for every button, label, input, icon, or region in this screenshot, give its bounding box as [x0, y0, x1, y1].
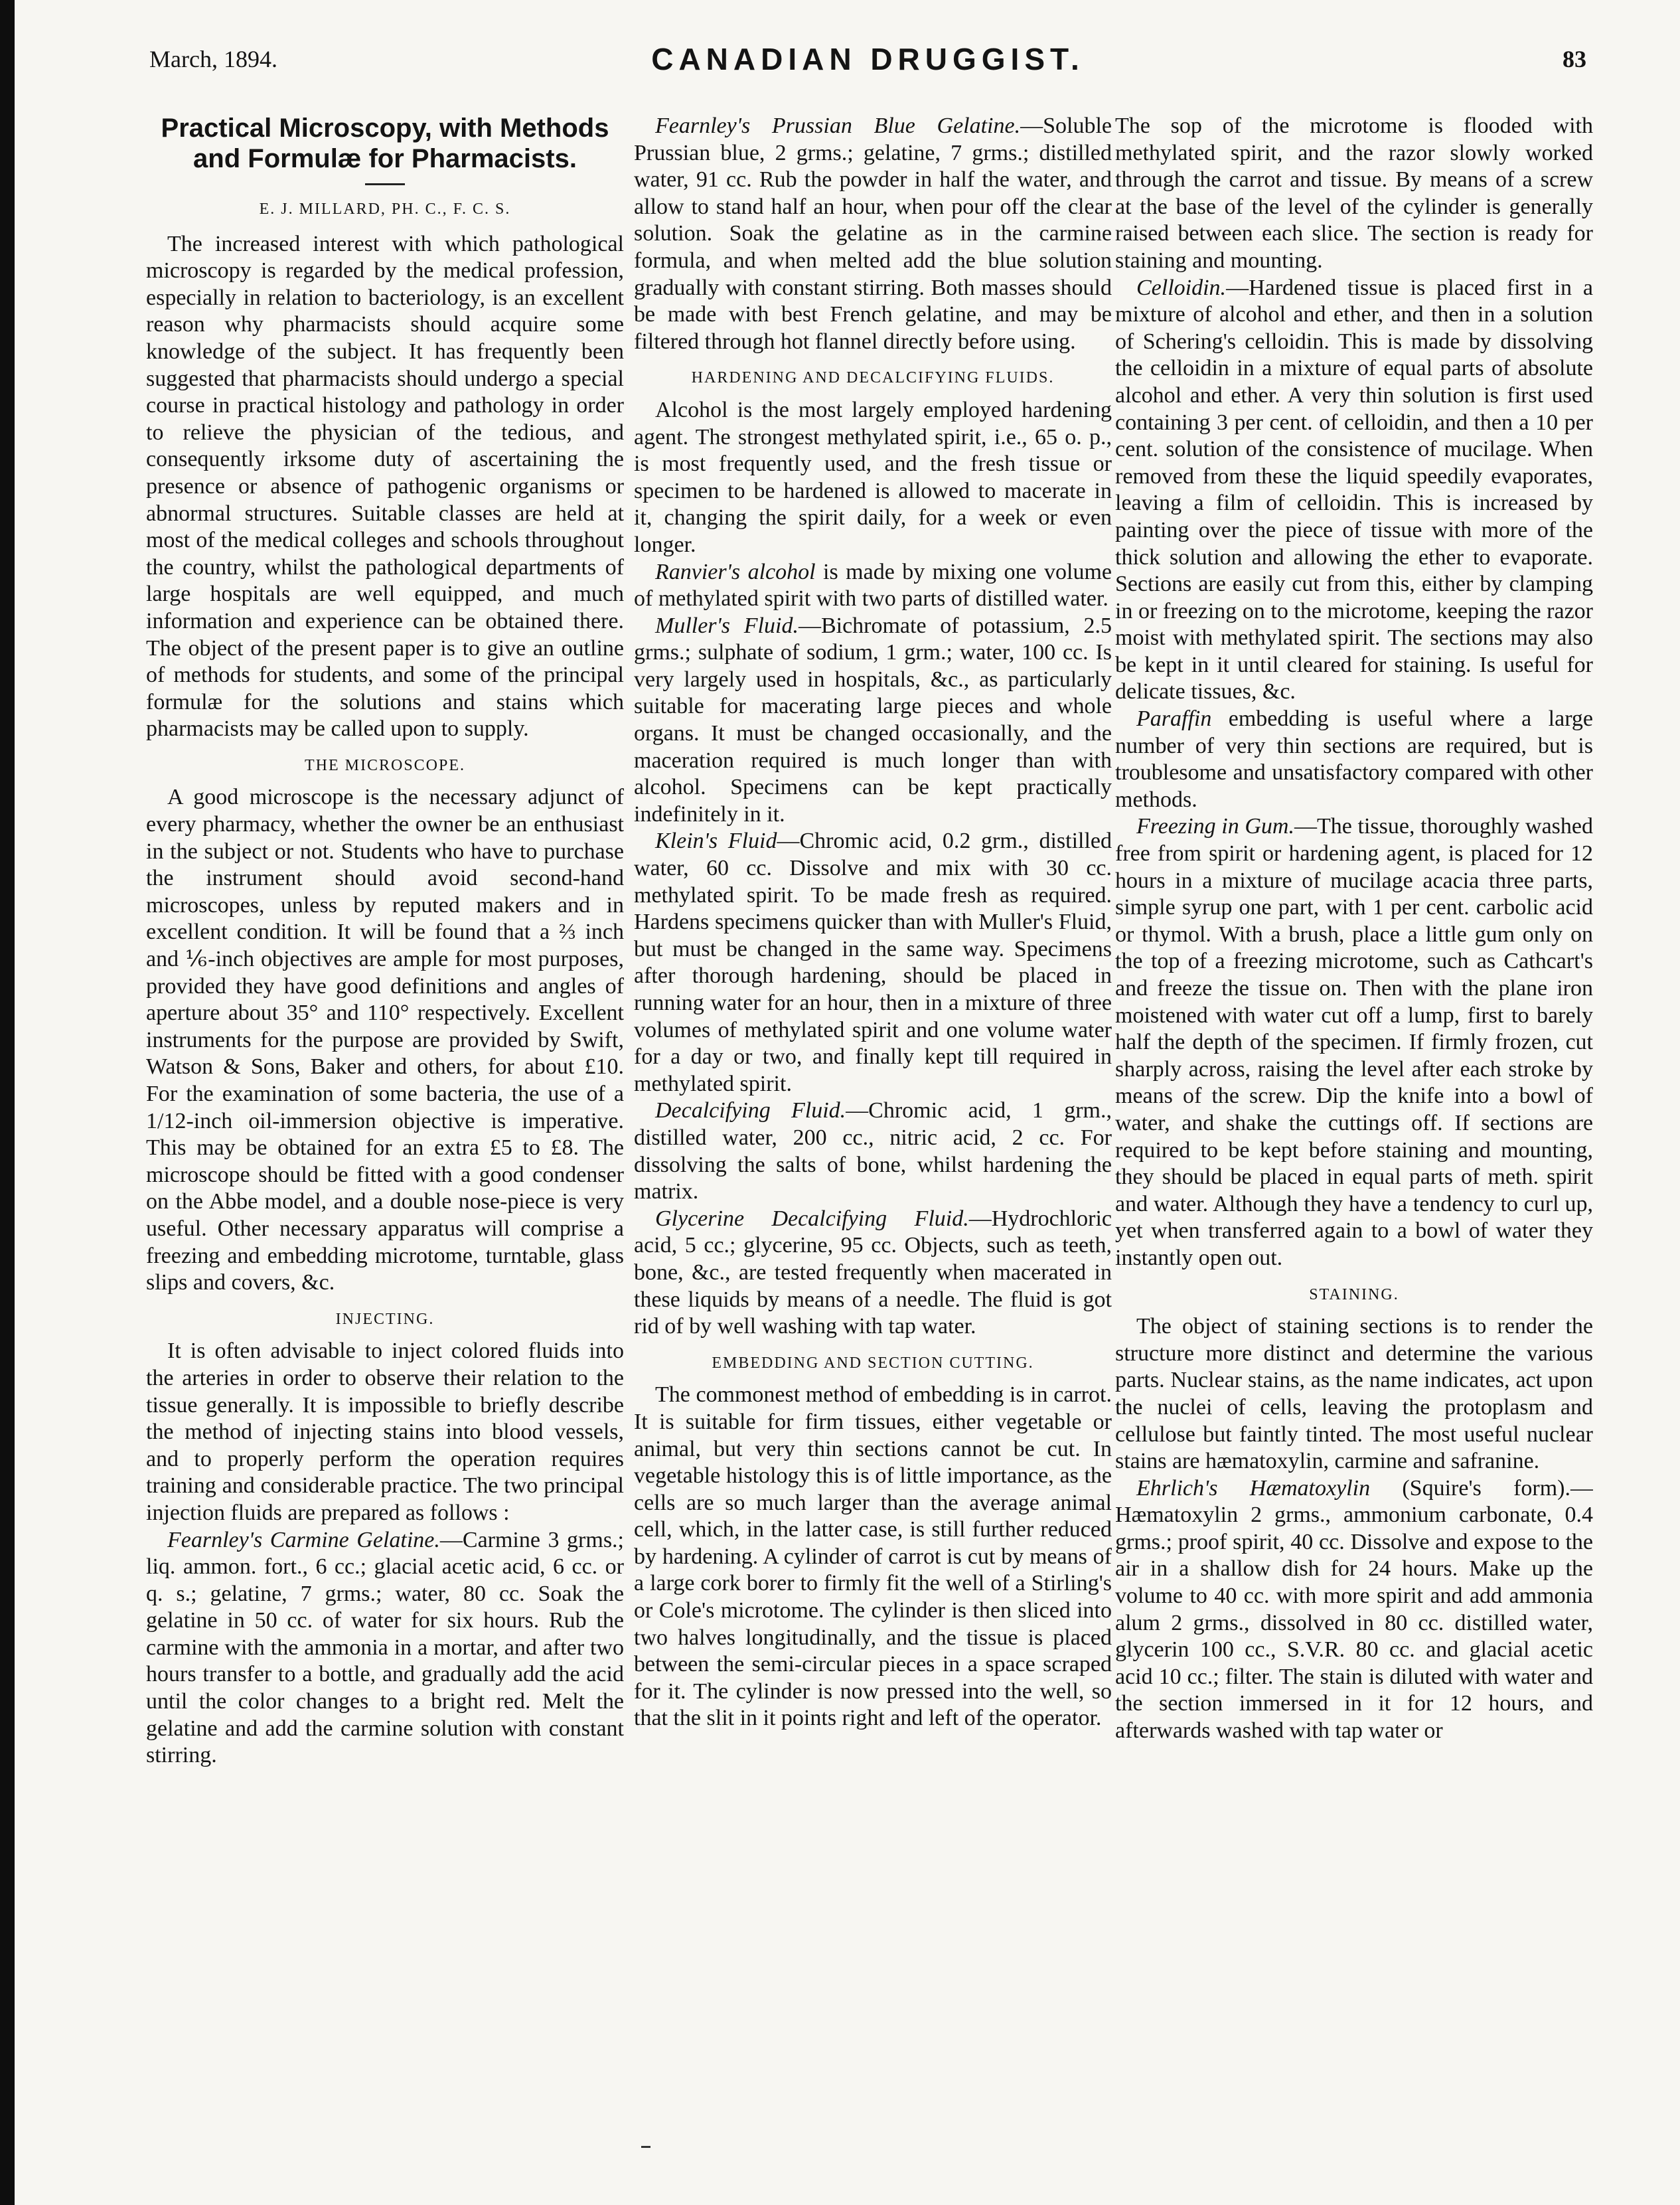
article-byline: E. J. MILLARD, PH. C., F. C. S.	[259, 201, 511, 218]
formula-text: —Chromic acid, 1 grm., distilled water, 200 cc., nitric acid, 2 cc. For dissolving the salts of bone, whilst hardening the matrix.	[634, 1098, 1112, 1204]
paragraph-decalcifying	[634, 1098, 1112, 1205]
paragraph-glycerine-decalcifying	[634, 1206, 1112, 1341]
formula-name: Fearnley's Prussian Blue Gelatine.	[655, 114, 1021, 138]
paragraph-alcohol: Alcohol is the most largely employed hardening agent. The strongest methylated spirit, i.e., 65 o. p., is most frequently used, and the fresh tissue or specimen to be hardened is allowed to macerate in it, changing the spirit daily, for a week or even longer.	[634, 397, 1112, 557]
issue-date: March, 1894.	[149, 46, 277, 72]
article-title: Practical Microscopy, with Methods and Formulæ for Pharmacists.	[161, 114, 609, 173]
formula-text: —Hardened tissue is placed first in a mixture of alcohol and ether, and then in a solution of Schering's celloidin. This is made by dissolving the celloidin in a mixture of equal parts of absolute alcohol and ether. A very thin solution is first used containing 3 per cent. of celloidin, and then a 10 per cent. solution of the consistence of mucilage. When removed from these the liquid speedily evaporates, leaving a film of celloidin. This is increased by painting over the piece of tissue with more of the thick solution and allowing the ether to evaporate. Sections are easily cut from this, either by clamping in or freezing on to the microtome, keeping the razor moist with methylated spirit. The sections may also be kept in it until cleared for staining. Is useful for delicate tissues, &c.	[1115, 275, 1593, 704]
title-divider	[365, 183, 405, 185]
column-2	[634, 113, 1112, 2105]
section-heading-microscope: THE MICROSCOPE.	[304, 756, 466, 774]
formula-name: Ehrlich's Hæmatoxylin	[1136, 1475, 1371, 1501]
formula-name: Fearnley's Carmine Gelatine.	[167, 1527, 440, 1552]
paragraph-klein	[634, 828, 1112, 1098]
formula-name: Glycerine Decalcifying Fluid.	[655, 1206, 969, 1231]
paragraph-injecting: It is often advisable to inject colored fluids into the arteries in order to observe their relation to the tissue generally. It is impossible to briefly describe the method of injecting stains into blood vessels, and to properly perform the operation requires training and considerable practice. The two principal injection fluids are prepared as follows :	[146, 1339, 624, 1525]
formula-text: is made by mixing one volume of methylated spirit with two parts of distilled water.	[634, 559, 1112, 612]
paragraph-microscope: A good microscope is the necessary adjunct of every pharmacy, whether the owner be an enthusiast in the subject or not. Students who have to purchase the instrument should avoid second-hand microscopes, unless by reputed makers and in excellent condition. It will be found that a ⅔ inch and ⅙-inch objectives are ample for most purposes, provided they have good definitions and angles of aperture about 35° and 110° respectively. Excellent instruments for the purpose are provided by Swift, Watson & Sons, Baker and others, for about £10. For the examination of some bacteria, the use of a 1/12-inch oil-immersion objective is imperative. This may be obtained for an extra £5 to £8. The microscope should be fitted with a good condenser on the Abbe model, and a double nose-piece is very useful. Other necessary apparatus will comprise a freezing and embedding microtome, turntable, glass slips and covers, &c.	[146, 785, 624, 1295]
paragraph-embedding: The commonest method of embedding is in carrot. It is suitable for firm tissues, either vegetable or animal, but very thin sections cannot be cut. In vegetable histology this is of little importance, as the cells are so much larger than the average animal cell, which, in the latter case, is still further reduced by hardening. A cylinder of carrot is cut by means of a large cork borer to firmly fit the well of a Stirling's or Cole's microtome. The cylinder is then sliced into two halves longitudinally, and the tissue is placed between the semi-circular pieces in a space scraped for it. The cylinder is now pressed into the well, so that the slit in it points right and left of the operator.	[634, 1382, 1112, 1731]
paragraph-intro: The increased interest with which pathological microscopy is regarded by the medical profession, especially in relation to bacteriology, is an excellent reason why pharmacists should acquire some knowledge of the subject. It has frequently been suggested that pharmacists should undergo a special course in practical histology and pathology in order to relieve the physician of the tedious, and consequently irksome duty of ascertaining the presence or absence of pathogenic organisms or abnormal structures. Suitable classes are held at most of the medical colleges and schools throughout the country, whilst the pathological departments of large hospitals are well equipped, and much information and experience can be obtained there. The object of the present paper is to give an outline of methods for students, and some of the principal formulæ for the solutions and stains which pharmacists may be called upon to supply.	[146, 231, 624, 742]
formula-text: (Squire's form).—Hæmatoxylin 2 grms., ammonium carbonate, 0.4 grms.; proof spirit, 40 cc. Dissolve and expose to the air in a shallow dish for 24 hours. Make up the volume to 40 cc. with more spirit and add ammonia alum 2 grms., dissolved in 80 cc. distilled water, glycerin 100 cc., S.V.R. 80 cc. and glacial acetic acid 10 cc.; filter. The stain is diluted with water and the section immersed in it for 12 hours, and afterwards washed with tap water or	[1115, 1475, 1593, 1744]
formula-text: —Hydrochloric acid, 5 cc.; glycerine, 95 cc. Objects, such as teeth, bone, &c., are tested frequently when macerated in these liquids by means of a needle. The fluid is got rid of by well washing with tap water.	[634, 1206, 1112, 1339]
section-heading-hardening: HARDENING AND DECALCIFYING FLUIDS.	[691, 369, 1055, 387]
paragraph-carmine-gelatine	[146, 1527, 624, 1769]
formula-name: Paraffin	[1136, 706, 1212, 732]
section-heading-embedding: EMBEDDING AND SECTION CUTTING.	[712, 1354, 1034, 1372]
paragraph-celloidin	[1115, 275, 1593, 706]
paragraph-freezing	[1115, 813, 1593, 1271]
paragraph-paraffin	[1115, 706, 1593, 813]
formula-text: —Chromic acid, 0.2 grm., distilled water, 60 cc. Dissolve and mix with 30 cc. methylated spirit. To be made fresh as required. Hardens specimens quicker than with Muller's Fluid, but must be changed in the same way. Specimens after thorough hardening, should be placed in running water for an hour, then in a mixture of three volumes of methylated spirit and one volume water for a day or two, and finally kept till required in methylated spirit.	[634, 829, 1112, 1096]
paragraph-staining: The object of staining sections is to render the structure more distinct and determine the various parts. Nuclear stains, as the name indicates, act upon the nuclei of cells, leaving the protoplasm and cellulose but faintly tinted. The most useful nuclear stains are hæmatoxylin, carmine and safranine.	[1115, 1314, 1593, 1474]
formula-name: Freezing in Gum.	[1136, 814, 1294, 839]
page-spine-edge	[0, 0, 15, 2205]
formula-name: Decalcifying Fluid.	[655, 1098, 846, 1123]
formula-name: Ranvier's alcohol	[655, 559, 816, 584]
page-header	[149, 41, 1586, 81]
column-3	[1115, 113, 1593, 2105]
formula-text: embedding is useful where a large number of very thin sections are required, but is troublesome and unsatisfactory compared with other methods.	[1115, 706, 1593, 812]
section-heading-staining: STAINING.	[1309, 1285, 1399, 1303]
bottom-print-mark	[641, 2146, 650, 2148]
paragraph-prussian-blue	[634, 113, 1112, 355]
formula-text: —The tissue, thoroughly washed free from spirit or hardening agent, is placed for 12 hours in a mixture of mucilage acacia three parts, simple syrup one part, with 1 per cent. carbolic acid or thymol. With a brush, place a little gum only on the top of a freezing microtome, such as Cathcart's and freeze the tissue on. Then with the plane iron moistened with water cut off a lump, first to barely half the depth of the specimen. If firmly frozen, cut sharply across, raising the level after each stroke by means of the screw. Dip the knife into a bowl of water, and shake the cuttings off. If sections are required to be kept before staining and mounting, they should be placed in equal parts of meth. spirit and water. Although they have a tendency to curl up, yet when transferred again to a bowl of water they instantly open out.	[1115, 814, 1593, 1270]
column-1	[146, 113, 624, 2105]
page-number: 83	[1563, 46, 1586, 72]
formula-text: —Carmine 3 grms.; liq. ammon. fort., 6 cc.; glacial acetic acid, 6 cc. or q. s.; gelatine, 7 grms.; water, 80 cc. Soak the gelatine in 50 cc. of water for six hours. Rub the carmine with the ammonia in a mortar, and after two hours transfer to a bottle, and gradually add the acid until the color changes to a bright red. Melt the gelatine and add the carmine solution with constant stirring.	[146, 1527, 624, 1768]
section-heading-injecting: INJECTING.	[335, 1310, 435, 1328]
formula-text: —Bichromate of potassium, 2.5 grms.; sulphate of sodium, 1 grm.; water, 100 cc. Is very largely used in hospitals, &c., as particularly suitable for macerating large pieces and whole organs. It must be changed occasionally, and the maceration required is much longer than with alcohol. Specimens can be kept practically indefinitely in it.	[634, 613, 1112, 827]
publication-title: CANADIAN DRUGGIST.	[651, 42, 1085, 76]
paragraph-continued: The sop of the microtome is flooded with methylated spirit, and the razor slowly worked through the carrot and tissue. By means of a screw at the base of the level of the cylinder is generally raised between each slice. The section is ready for staining and mounting.	[1115, 114, 1593, 273]
formula-name: Muller's Fluid.	[655, 613, 799, 638]
formula-name: Klein's Fluid	[655, 829, 777, 854]
paragraph-ranvier	[634, 559, 1112, 613]
paragraph-ehrlich	[1115, 1475, 1593, 1745]
formula-name: Celloidin.	[1136, 275, 1227, 300]
formula-text: —Soluble Prussian blue, 2 grms.; gelatine, 7 grms.; distilled water, 91 cc. Rub the powder in half the water, and allow to stand half an hour, when pour off the clear solution. Soak the gelatine as in the carmine formula, and when melted add the blue solution gradually with constant stirring. Both masses should be made with best French gelatine, and may be filtered through hot flannel directly before using.	[634, 114, 1112, 354]
paragraph-muller	[634, 613, 1112, 829]
